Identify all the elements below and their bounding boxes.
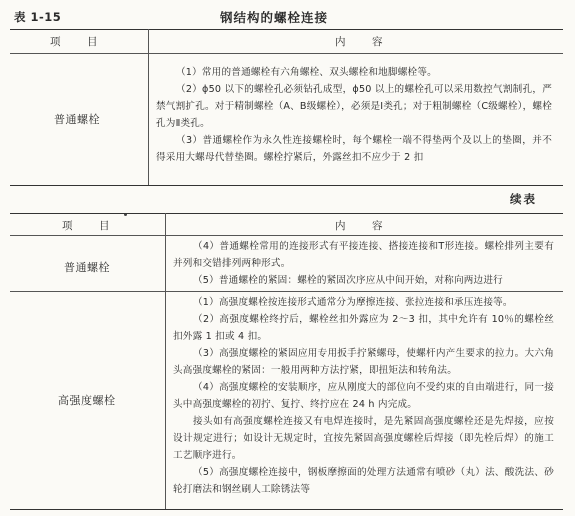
table2-content-cell-ordinary xyxy=(173,238,554,289)
table1-bottom-rule xyxy=(10,185,563,186)
table2-content-cell-high-strength xyxy=(173,294,554,498)
paragraph: （3）高强度螺栓的紧固应用专用扳手拧紧螺母，使螺杆内产生要求的拉力。大六角头高强度螺栓的紧固：一般用两种方法拧紧，即扭矩法和转角法。 xyxy=(173,348,554,376)
table1-column-divider xyxy=(148,29,149,186)
paragraph: （5）高强度螺栓连接中，钢板摩擦面的处理方法通常有喷砂（丸）法、酸洗法、砂轮打磨法和钢丝刷人工除锈法等 xyxy=(173,467,554,495)
paragraph: （3）普通螺栓作为永久性连接螺栓时，每个螺栓一端不得垫两个及以上的垫圈，并不得采用大螺母代替垫圈。螺栓拧紧后，外露丝扣不应少于 2 扣 xyxy=(156,135,552,163)
table1-header-content: 内 容 xyxy=(335,36,391,48)
table1-content-cell xyxy=(156,64,552,166)
table2-header-content: 内 容 xyxy=(335,220,391,232)
table2-header-rule xyxy=(10,235,563,236)
paragraph: （1）高强度螺栓按连接形式通常分为摩擦连接、张拉连接和承压连接等。 xyxy=(193,297,513,308)
table2-top-rule xyxy=(10,213,563,214)
table1-header-rule xyxy=(10,53,563,54)
table1-header-item: 项 目 xyxy=(50,36,106,48)
paragraph: （2）ϕ50 以下的螺栓孔必须钻孔成型，ϕ50 以上的螺栓孔可以采用数控气割制孔，严禁气割扩孔。对于精制螺栓（A、B级螺栓），必须是Ⅰ类孔；对于粗制螺栓（C级螺栓），螺栓孔为Ⅱ类孔。 xyxy=(156,84,552,129)
paragraph: （4）普通螺栓常用的连接形式有平接连接、搭接连接和T形连接。螺栓排列主要有并列和交错排列两种形式。 xyxy=(173,241,554,269)
table2-bottom-rule xyxy=(10,509,563,510)
table2-column-divider xyxy=(165,213,166,509)
table-label: 表 1-15 xyxy=(14,10,62,24)
paragraph: （4）高强度螺栓的安装顺序，应从刚度大的部位向不受约束的自由端进行，同一接头中高强度螺栓的初拧、复拧、终拧应在 24 h 内完成。 xyxy=(173,382,554,410)
paragraph: （5）普通螺栓的紧固：螺栓的紧固次序应从中间开始，对称向两边进行 xyxy=(193,275,503,286)
table2-category-ordinary-bolt: 普通螺栓 xyxy=(64,261,110,274)
paragraph: （1）常用的普通螺栓有六角螺栓、双头螺栓和地脚螺栓等。 xyxy=(176,67,437,78)
paragraph: （2）高强度螺栓终拧后，螺栓丝扣外露应为 2～3 扣，其中允许有 10％的螺栓丝扣外露 1 扣或 4 扣。 xyxy=(173,314,554,342)
table2-row-rule xyxy=(10,291,563,292)
table2-header-item: 项 目 xyxy=(62,220,118,232)
continued-label: 续表 xyxy=(510,192,537,206)
paragraph: 接头如有高强度螺栓连接又有电焊连接时，是先紧固高强度螺栓还是先焊接，应按设计规定进行；如设计无规定时，宜按先紧固高强度螺栓后焊接（即先栓后焊）的施工工艺顺序进行。 xyxy=(173,416,554,461)
table1-category-ordinary-bolt: 普通螺栓 xyxy=(54,113,100,126)
table2-category-high-strength-bolt: 高强度螺栓 xyxy=(58,394,116,407)
table1-top-rule xyxy=(10,29,563,30)
table-title: 钢结构的螺栓连接 xyxy=(220,10,329,25)
